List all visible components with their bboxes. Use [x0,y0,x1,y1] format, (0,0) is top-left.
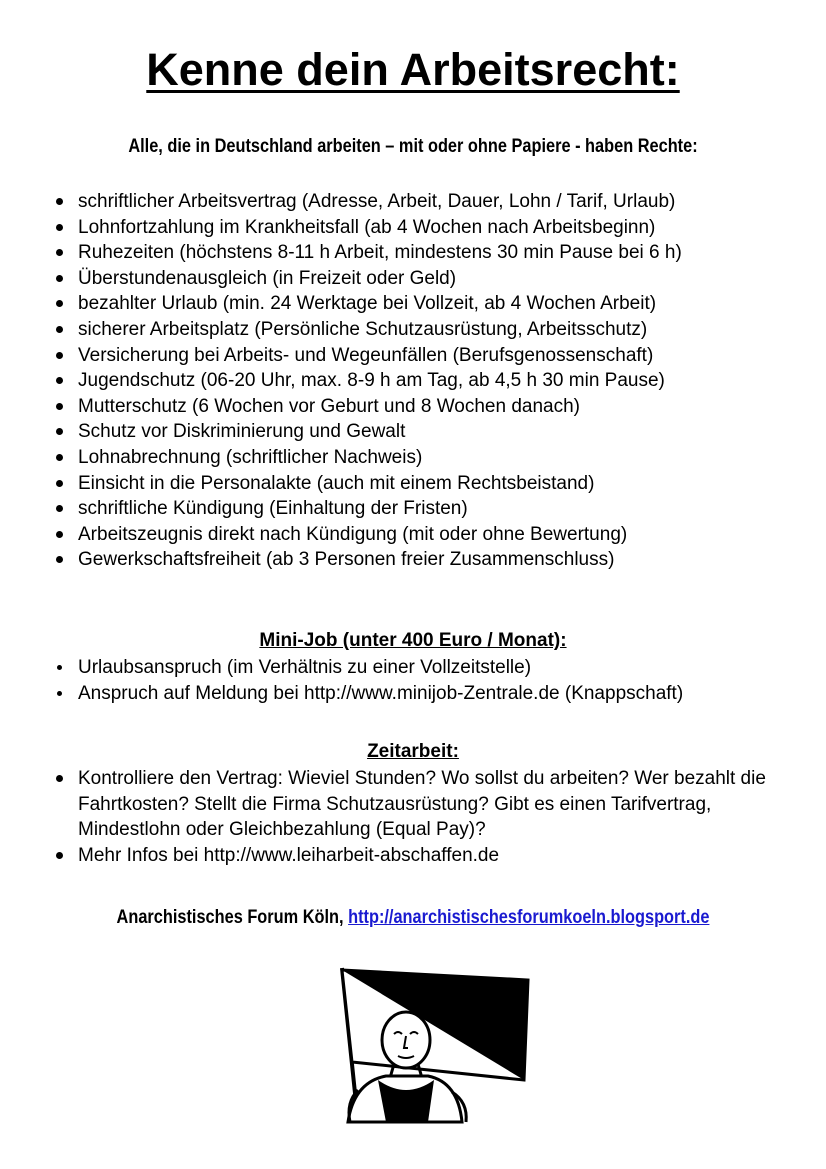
page-title: Kenne dein Arbeitsrecht: [146,44,680,95]
footer-org: Anarchistisches Forum Köln, [116,907,349,928]
list-item: Mehr Infos bei http://www.leiharbeit-abschaffen.de [54,843,814,869]
flag-bearer-icon [328,962,538,1127]
zeitarbeit-list [54,766,814,868]
list-item: Jugendschutz (06-20 Uhr, max. 8-9 h am Tag, ab 4,5 h 30 min Pause) [54,368,814,394]
rights-list [54,189,814,573]
list-item: bezahlter Urlaub (min. 24 Werktage bei Vollzeit, ab 4 Wochen Arbeit) [54,291,814,317]
list-item: Überstundenausgleich (in Freizeit oder Geld) [54,266,814,292]
list-item: Lohnabrechnung (schriftlicher Nachweis) [54,445,814,471]
blog-link[interactable]: http://anarchistischesforumkoeln.blogsport.de [348,907,710,928]
list-item: Kontrolliere den Vertrag: Wieviel Stunden? Wo sollst du arbeiten? Wer bezahlt die Fahrtkosten? Stellt die Firma Schutzausrüstung? Gibt es einen Tarifvertrag, Mindestlohn oder Gleichbezahlung (Equal Pay)? [54,766,768,843]
footer [58,905,768,931]
list-item: Versicherung bei Arbeits- und Wegeunfällen (Berufsgenossenschaft) [54,343,814,369]
list-item: schriftliche Kündigung (Einhaltung der Fristen) [54,496,814,522]
list-item: Anspruch auf Meldung bei http://www.minijob-Zentrale.de (Knappschaft) [54,681,814,707]
list-item: Lohnfortzahlung im Krankheitsfall (ab 4 Wochen nach Arbeitsbeginn) [54,215,814,241]
list-item: Mutterschutz (6 Wochen vor Geburt und 8 Wochen danach) [54,394,814,420]
zeitarbeit-heading: Zeitarbeit: [367,741,459,762]
list-item: schriftlicher Arbeitsvertrag (Adresse, Arbeit, Dauer, Lohn / Tarif, Urlaub) [54,189,814,215]
minijob-heading: Mini-Job (unter 400 Euro / Monat): [259,630,567,651]
list-item: Urlaubsanspruch (im Verhältnis zu einer Vollzeitstelle) [54,655,814,681]
page-subtitle: Alle, die in Deutschland arbeiten – mit oder ohne Papiere - haben Rechte: [128,136,698,157]
list-item: Gewerkschaftsfreiheit (ab 3 Personen freier Zusammenschluss) [54,547,814,573]
list-item: Einsicht in die Personalakte (auch mit einem Rechtsbeistand) [54,471,814,497]
list-item: Ruhezeiten (höchstens 8-11 h Arbeit, mindestens 30 min Pause bei 6 h) [54,240,814,266]
list-item: Schutz vor Diskriminierung und Gewalt [54,419,814,445]
minijob-list [54,655,814,706]
list-item: Arbeitszeugnis direkt nach Kündigung (mit oder ohne Bewertung) [54,522,814,548]
list-item: sicherer Arbeitsplatz (Persönliche Schutzausrüstung, Arbeitsschutz) [54,317,814,343]
